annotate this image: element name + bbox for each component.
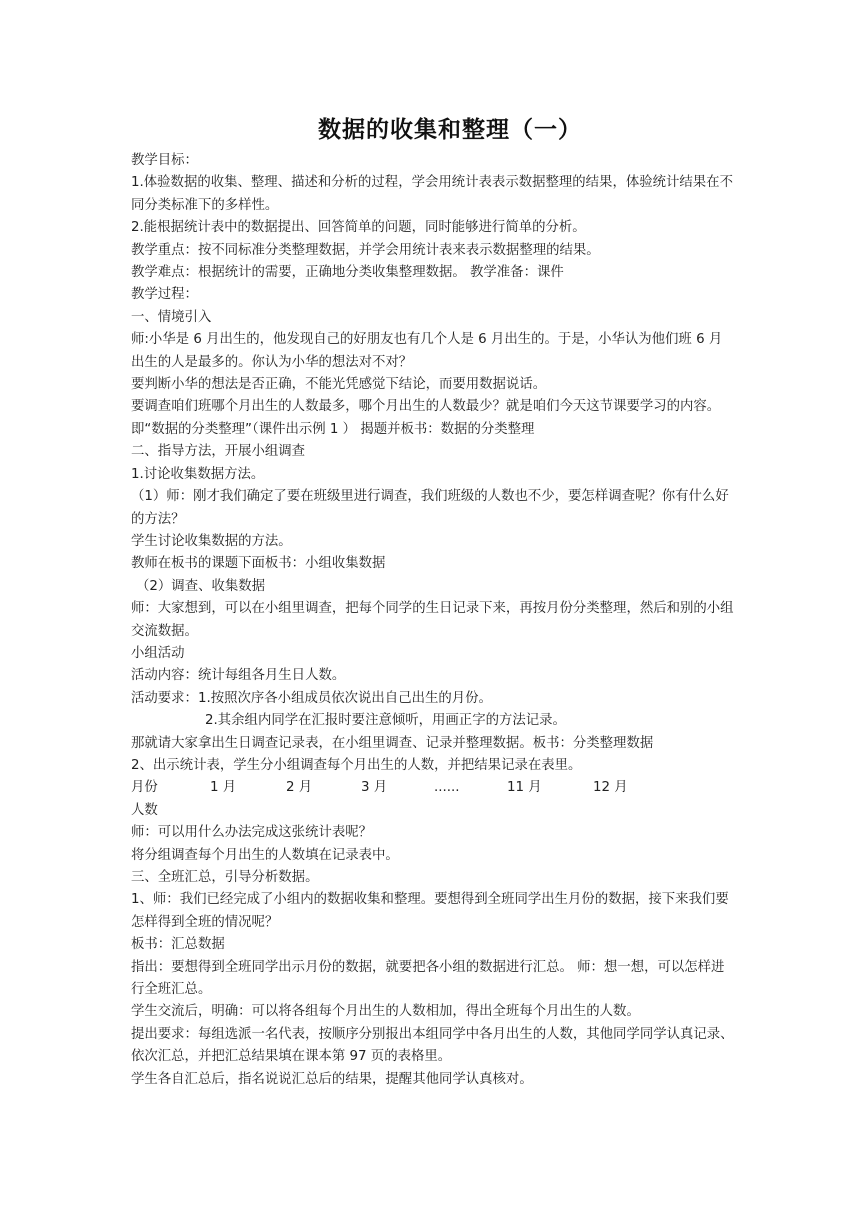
section-heading: 一、情境引入 [131,309,212,325]
paragraph: 要调查咱们班哪个月出生的人数最多，哪个月出生的人数最少？就是咱们今天这节课要学习的内容。即“数据的分类整理”（课件出示例 1 ） 揭题并板书：数据的分类整理 [131,399,721,437]
table-header-cell: 11 月 [507,780,542,796]
paragraph: 小组活动 [131,645,185,661]
paragraph: 教学重点：按不同标准分类整理数据，并学会用统计表来表示数据整理的结果。 [131,242,600,258]
document-title: 数据的收集和整理（一） [318,116,582,143]
paragraph: 1、师：我们已经完成了小组内的数据收集和整理。要想得到全班同学出生月份的数据，接下来我们要怎样得到全班的情况呢？ [131,892,729,930]
table-header-cell: 3 月 [361,780,388,796]
paragraph: 要判断小华的想法是否正确，不能光凭感觉下结论，而要用数据说话。 [131,377,547,393]
paragraph: 学生交流后，明确：可以将各组每个月出生的人数相加，得出全班每个月出生的人数。 [131,1004,640,1020]
paragraph: 将分组调查每个月出生的人数填在记录表中。 [131,847,399,863]
section-heading: 三、全班汇总，引导分析数据。 [131,870,319,885]
table-header-cell: ...... [434,780,460,796]
paragraph: 学生各自汇总后，指名说说汇总后的结果，提醒其他同学认真核对。 [131,1071,533,1087]
paragraph: 师：可以用什么办法完成这张统计表呢？ [131,825,373,841]
paragraph: 指出：要想得到全班同学出示月份的数据，就要把各小组的数据进行汇总。 师：想一想，可以怎样进行全班汇总。 [131,959,725,998]
paragraph: 教学难点：根据统计的需要，正确地分类收集整理数据。 教学准备：课件 [131,265,564,281]
paragraph: 板书：汇总数据 [131,937,225,953]
paragraph: 2、出示统计表，学生分小组调查每个月出生的人数，并把结果记录在表里。 [131,757,582,773]
paragraph: （1）师：刚才我们确定了要在班级里进行调查，我们班级的人数也不少，要怎样调查呢？你有什么好的方法？ [131,489,729,527]
stats-table-header-row [131,777,735,799]
table-header-cell: 月份 [131,780,158,796]
paragraph: 提出要求：每组选派一名代表，按顺序分别报出本组同学中各月出生的人数，其他同学同学认真记录、依次汇总，并把汇总结果填在课本第 97 页的表格里。 [131,1026,734,1065]
paragraph: 教师在板书的课题下面板书：小组收集数据 [131,556,386,572]
paragraph: 活动内容：统计每组各月生日人数。 [131,668,346,684]
paragraph: 学生讨论收集数据的方法。 [131,533,292,549]
table-header-cell: 2 月 [286,780,313,796]
paragraph: 1.讨论收集数据方法。 [131,466,265,482]
section-heading: 二、指导方法，开展小组调查 [131,444,306,460]
document-body [131,150,735,1091]
table-row-label: 人数 [131,802,158,818]
table-header-cell: 1 月 [210,780,237,796]
paragraph: 师：大家想到，可以在小组里调查，把每个同学的生日记录下来，再按月份分类整理，然后和别的小组交流数据。 [131,601,734,639]
paragraph: 2.其余组内同学在汇报时要注意倾听，用画正字的方法记录。 [205,713,566,729]
paragraph: 教学目标： [131,153,198,168]
paragraph: 师:小华是 6 月出生的，他发现自己的好朋友也有几个人是 6 月出生的。于是，小华认为他们班 6 月出生的人是最多的。你认为小华的想法对不对？ [131,332,723,370]
table-header-cell: 12 月 [593,780,628,796]
paragraph: 教学过程： [131,287,198,303]
paragraph: 2.能根据统计表中的数据提出、回答简单的问题，同时能够进行简单的分析。 [131,220,586,236]
paragraph: 活动要求：1.按照次序各小组成员依次说出自己出生的月份。 [131,690,492,706]
paragraph: （2）调查、收集数据 [136,578,266,594]
paragraph: 1.体验数据的收集、整理、描述和分析的过程，学会用统计表表示数据整理的结果，体验统计结果在不同分类标准下的多样性。 [131,175,733,213]
paragraph: 那就请大家拿出生日调查记录表，在小组里调查、记录并整理数据。板书：分类整理数据 [131,735,654,751]
